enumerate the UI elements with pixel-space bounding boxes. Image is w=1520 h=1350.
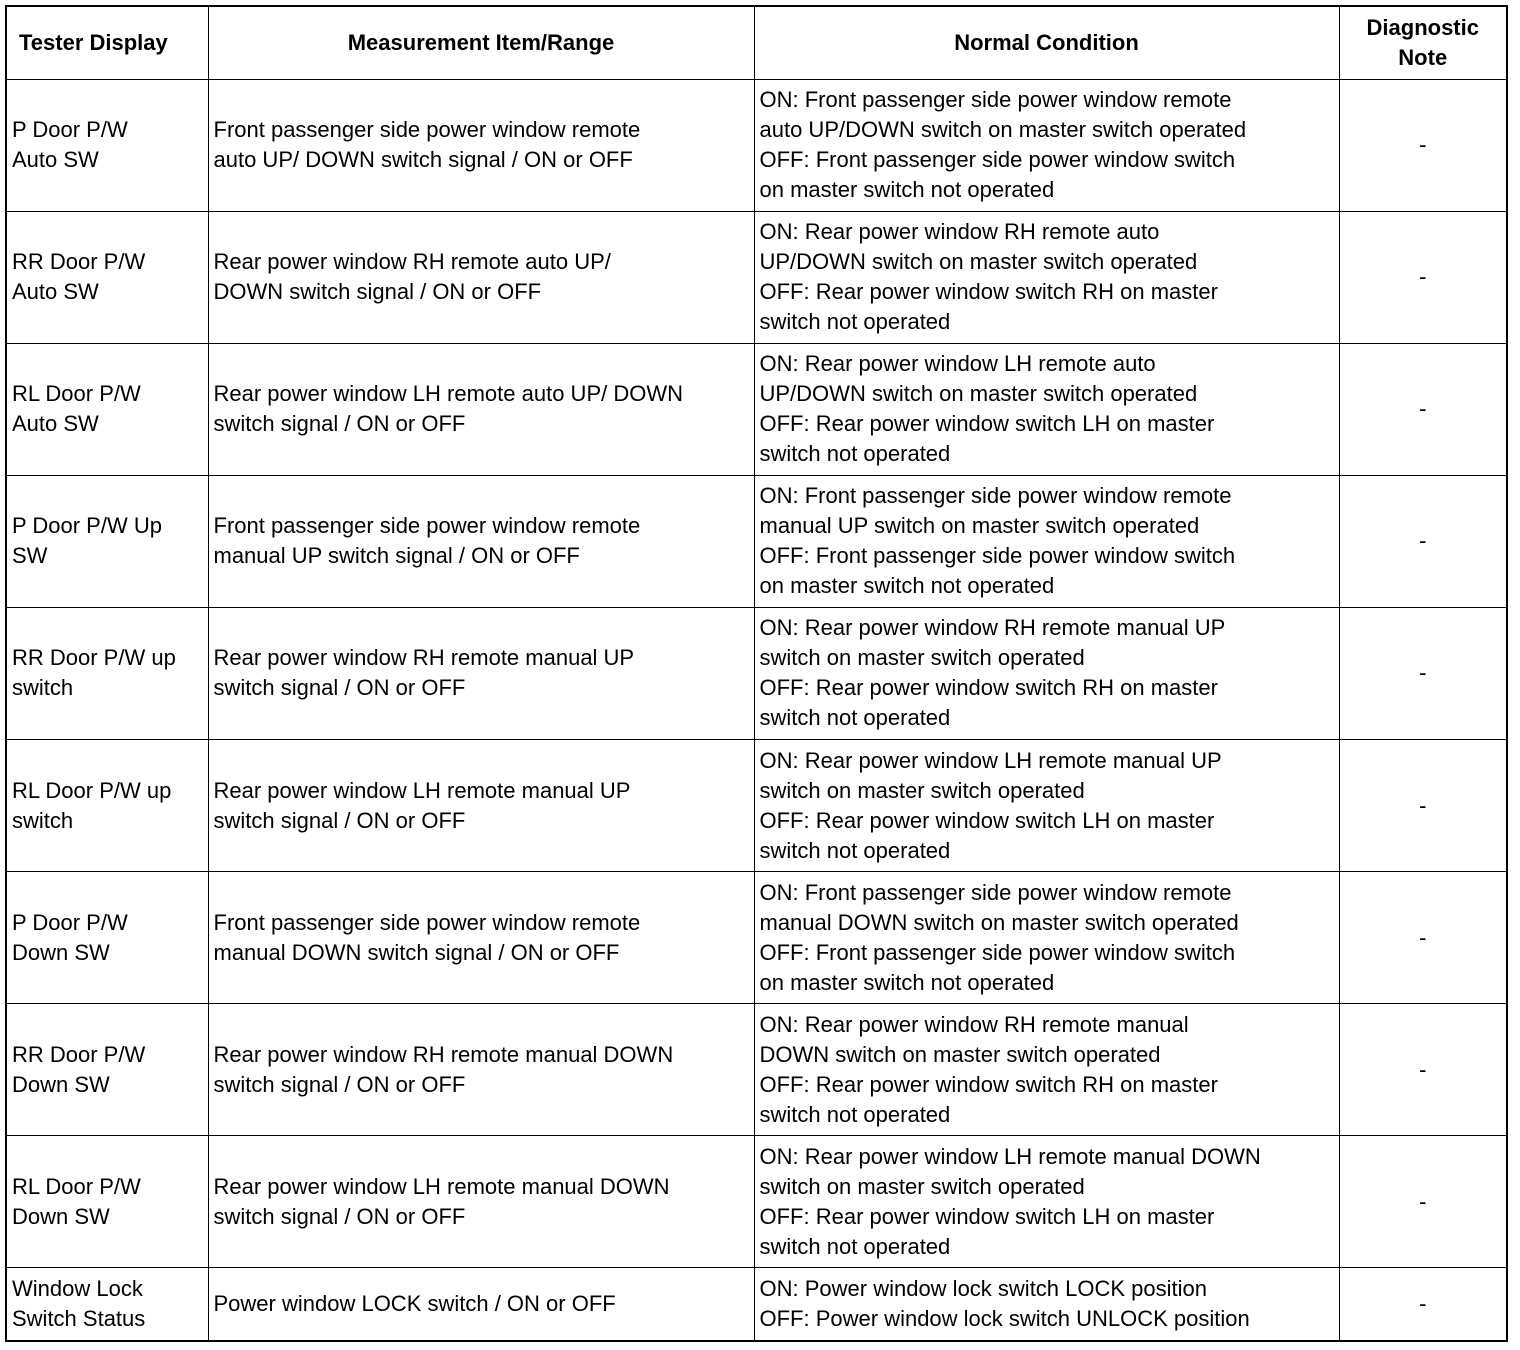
cell-tester-display-line: RR Door P/W xyxy=(12,249,146,275)
cell-measurement-item xyxy=(208,343,754,475)
cell-normal-condition xyxy=(754,79,1339,211)
cell-measurement-item-line: manual DOWN switch signal / ON or OFF xyxy=(213,939,620,965)
cell-tester-display-line: Down SW xyxy=(12,939,110,965)
table-row xyxy=(7,343,1506,475)
cell-normal-condition xyxy=(754,1004,1339,1136)
cell-tester-display-line: RL Door P/W xyxy=(12,381,141,407)
cell-measurement-item xyxy=(208,1004,754,1136)
cell-normal-condition-line: OFF: Rear power window switch LH on master xyxy=(759,807,1215,833)
cell-normal-condition xyxy=(754,1136,1339,1268)
cell-tester-display xyxy=(7,1268,208,1340)
cell-normal-condition-line: DOWN switch on master switch operated xyxy=(759,1041,1161,1067)
data-table-frame xyxy=(5,5,1508,1342)
cell-normal-condition-line: on master switch not operated xyxy=(759,177,1055,203)
cell-diagnostic-note: - xyxy=(1339,475,1506,607)
cell-tester-display xyxy=(7,739,208,871)
cell-diagnostic-note: - xyxy=(1339,872,1506,1004)
cell-tester-display xyxy=(7,343,208,475)
cell-tester-display-line: switch xyxy=(12,807,74,833)
header-diagnostic-note xyxy=(1339,7,1506,79)
cell-tester-display-line: P Door P/W xyxy=(12,117,128,143)
cell-diagnostic-note: - xyxy=(1339,1004,1506,1136)
cell-measurement-item-line: switch signal / ON or OFF xyxy=(213,675,466,701)
cell-normal-condition xyxy=(754,211,1339,343)
cell-measurement-item-line: Front passenger side power window remote xyxy=(213,513,641,539)
cell-normal-condition-line: manual UP switch on master switch operated xyxy=(759,513,1200,539)
cell-normal-condition-line: switch not operated xyxy=(759,1233,951,1259)
cell-tester-display xyxy=(7,79,208,211)
header-normal-condition: Normal Condition xyxy=(754,7,1339,79)
cell-measurement-item-line: auto UP/ DOWN switch signal / ON or OFF xyxy=(213,147,633,173)
cell-tester-display-line: Down SW xyxy=(12,1071,110,1097)
cell-tester-display xyxy=(7,211,208,343)
header-diagnostic-note-line: Diagnostic xyxy=(1366,14,1479,40)
table-header-row xyxy=(7,7,1506,79)
cell-measurement-item xyxy=(208,1136,754,1268)
cell-normal-condition xyxy=(754,739,1339,871)
cell-normal-condition-line: switch not operated xyxy=(759,309,951,335)
cell-normal-condition-line: switch not operated xyxy=(759,705,951,731)
cell-normal-condition-line: ON: Rear power window LH remote auto xyxy=(759,351,1156,377)
cell-measurement-item-line: Front passenger side power window remote xyxy=(213,117,641,143)
cell-tester-display-line: Window Lock xyxy=(12,1276,143,1302)
table-row xyxy=(7,1004,1506,1136)
cell-normal-condition-line: OFF: Front passenger side power window switch xyxy=(759,543,1236,569)
cell-normal-condition-line: switch on master switch operated xyxy=(759,1173,1085,1199)
cell-diagnostic-note: - xyxy=(1339,739,1506,871)
cell-normal-condition-line: auto UP/DOWN switch on master switch operated xyxy=(759,117,1247,143)
cell-measurement-item-line: switch signal / ON or OFF xyxy=(213,411,466,437)
cell-tester-display-line: RL Door P/W xyxy=(12,1173,141,1199)
cell-normal-condition-line: OFF: Front passenger side power window switch xyxy=(759,939,1236,965)
cell-normal-condition-line: OFF: Rear power window switch RH on master xyxy=(759,1071,1218,1097)
cell-normal-condition-line: ON: Power window lock switch LOCK position xyxy=(759,1276,1207,1302)
cell-tester-display-line: Auto SW xyxy=(12,411,99,437)
header-tester-display: Tester Display xyxy=(7,7,208,79)
cell-normal-condition-line: ON: Front passenger side power window remote xyxy=(759,879,1232,905)
cell-measurement-item-line: switch signal / ON or OFF xyxy=(213,807,466,833)
cell-normal-condition-line: ON: Front passenger side power window remote xyxy=(759,483,1232,509)
cell-tester-display-line: Down SW xyxy=(12,1203,110,1229)
cell-normal-condition-line: ON: Rear power window RH remote manual UP xyxy=(759,615,1226,641)
cell-tester-display-line: Auto SW xyxy=(12,147,99,173)
cell-normal-condition-line: ON: Front passenger side power window remote xyxy=(759,87,1232,113)
cell-normal-condition-line: switch on master switch operated xyxy=(759,645,1085,671)
cell-tester-display xyxy=(7,475,208,607)
cell-normal-condition-line: OFF: Front passenger side power window switch xyxy=(759,147,1236,173)
cell-normal-condition-line: ON: Rear power window LH remote manual UP xyxy=(759,747,1222,773)
cell-normal-condition-line: ON: Rear power window RH remote manual xyxy=(759,1011,1189,1037)
header-measurement-item: Measurement Item/Range xyxy=(208,7,754,79)
cell-normal-condition-line: switch not operated xyxy=(759,441,951,467)
cell-measurement-item-line: switch signal / ON or OFF xyxy=(213,1071,466,1097)
cell-tester-display-line: switch xyxy=(12,675,74,701)
data-table xyxy=(7,7,1506,1340)
cell-normal-condition xyxy=(754,475,1339,607)
table-row xyxy=(7,1136,1506,1268)
cell-diagnostic-note: - xyxy=(1339,211,1506,343)
cell-measurement-item xyxy=(208,1268,754,1340)
cell-diagnostic-note: - xyxy=(1339,343,1506,475)
cell-measurement-item-line: Rear power window RH remote auto UP/ xyxy=(213,249,611,275)
cell-normal-condition-line: switch on master switch operated xyxy=(759,777,1085,803)
cell-measurement-item-line: manual UP switch signal / ON or OFF xyxy=(213,543,580,569)
cell-normal-condition-line: OFF: Rear power window switch RH on master xyxy=(759,279,1218,305)
cell-tester-display-line: P Door P/W xyxy=(12,909,128,935)
cell-normal-condition-line: UP/DOWN switch on master switch operated xyxy=(759,249,1198,275)
cell-diagnostic-note: - xyxy=(1339,79,1506,211)
cell-normal-condition xyxy=(754,1268,1339,1340)
cell-tester-display-line: P Door P/W Up xyxy=(12,513,162,539)
cell-tester-display-line: RL Door P/W up xyxy=(12,777,172,803)
cell-normal-condition xyxy=(754,343,1339,475)
cell-measurement-item-line: Power window LOCK switch / ON or OFF xyxy=(213,1291,616,1317)
cell-measurement-item xyxy=(208,872,754,1004)
cell-measurement-item xyxy=(208,211,754,343)
cell-measurement-item-line: Rear power window LH remote auto UP/ DOWN xyxy=(213,381,683,407)
cell-measurement-item-line: DOWN switch signal / ON or OFF xyxy=(213,279,542,305)
cell-tester-display xyxy=(7,1004,208,1136)
cell-measurement-item xyxy=(208,475,754,607)
cell-tester-display xyxy=(7,1136,208,1268)
cell-normal-condition-line: switch not operated xyxy=(759,1101,951,1127)
cell-measurement-item-line: Front passenger side power window remote xyxy=(213,909,641,935)
cell-measurement-item-line: Rear power window LH remote manual UP xyxy=(213,777,631,803)
table-row xyxy=(7,739,1506,871)
table-row xyxy=(7,872,1506,1004)
cell-measurement-item-line: Rear power window RH remote manual DOWN xyxy=(213,1041,674,1067)
cell-tester-display xyxy=(7,872,208,1004)
cell-tester-display-line: Auto SW xyxy=(12,279,99,305)
cell-normal-condition-line: OFF: Rear power window switch RH on master xyxy=(759,675,1218,701)
cell-tester-display-line: Switch Status xyxy=(12,1306,146,1332)
cell-normal-condition-line: ON: Rear power window LH remote manual DOWN xyxy=(759,1143,1261,1169)
cell-diagnostic-note: - xyxy=(1339,1136,1506,1268)
table-row xyxy=(7,211,1506,343)
cell-normal-condition-line: manual DOWN switch on master switch operated xyxy=(759,909,1239,935)
cell-normal-condition-line: switch not operated xyxy=(759,837,951,863)
cell-normal-condition-line: OFF: Rear power window switch LH on master xyxy=(759,411,1215,437)
table-row xyxy=(7,607,1506,739)
cell-diagnostic-note: - xyxy=(1339,1268,1506,1340)
cell-measurement-item xyxy=(208,607,754,739)
cell-tester-display-line: RR Door P/W up xyxy=(12,645,176,671)
cell-diagnostic-note: - xyxy=(1339,607,1506,739)
table-row xyxy=(7,79,1506,211)
cell-normal-condition-line: ON: Rear power window RH remote auto xyxy=(759,219,1160,245)
cell-tester-display xyxy=(7,607,208,739)
cell-tester-display-line: RR Door P/W xyxy=(12,1041,146,1067)
cell-normal-condition-line: OFF: Rear power window switch LH on master xyxy=(759,1203,1215,1229)
cell-normal-condition xyxy=(754,872,1339,1004)
cell-measurement-item-line: Rear power window LH remote manual DOWN xyxy=(213,1173,670,1199)
cell-normal-condition xyxy=(754,607,1339,739)
cell-normal-condition-line: UP/DOWN switch on master switch operated xyxy=(759,381,1198,407)
table-row xyxy=(7,1268,1506,1340)
cell-measurement-item xyxy=(208,739,754,871)
cell-measurement-item-line: Rear power window RH remote manual UP xyxy=(213,645,635,671)
table-row xyxy=(7,475,1506,607)
cell-normal-condition-line: OFF: Power window lock switch UNLOCK position xyxy=(759,1306,1250,1332)
cell-measurement-item xyxy=(208,79,754,211)
header-diagnostic-note-line: Note xyxy=(1398,44,1448,70)
cell-normal-condition-line: on master switch not operated xyxy=(759,969,1055,995)
cell-normal-condition-line: on master switch not operated xyxy=(759,573,1055,599)
table-body xyxy=(7,79,1506,1340)
cell-tester-display-line: SW xyxy=(12,543,48,569)
cell-measurement-item-line: switch signal / ON or OFF xyxy=(213,1203,466,1229)
